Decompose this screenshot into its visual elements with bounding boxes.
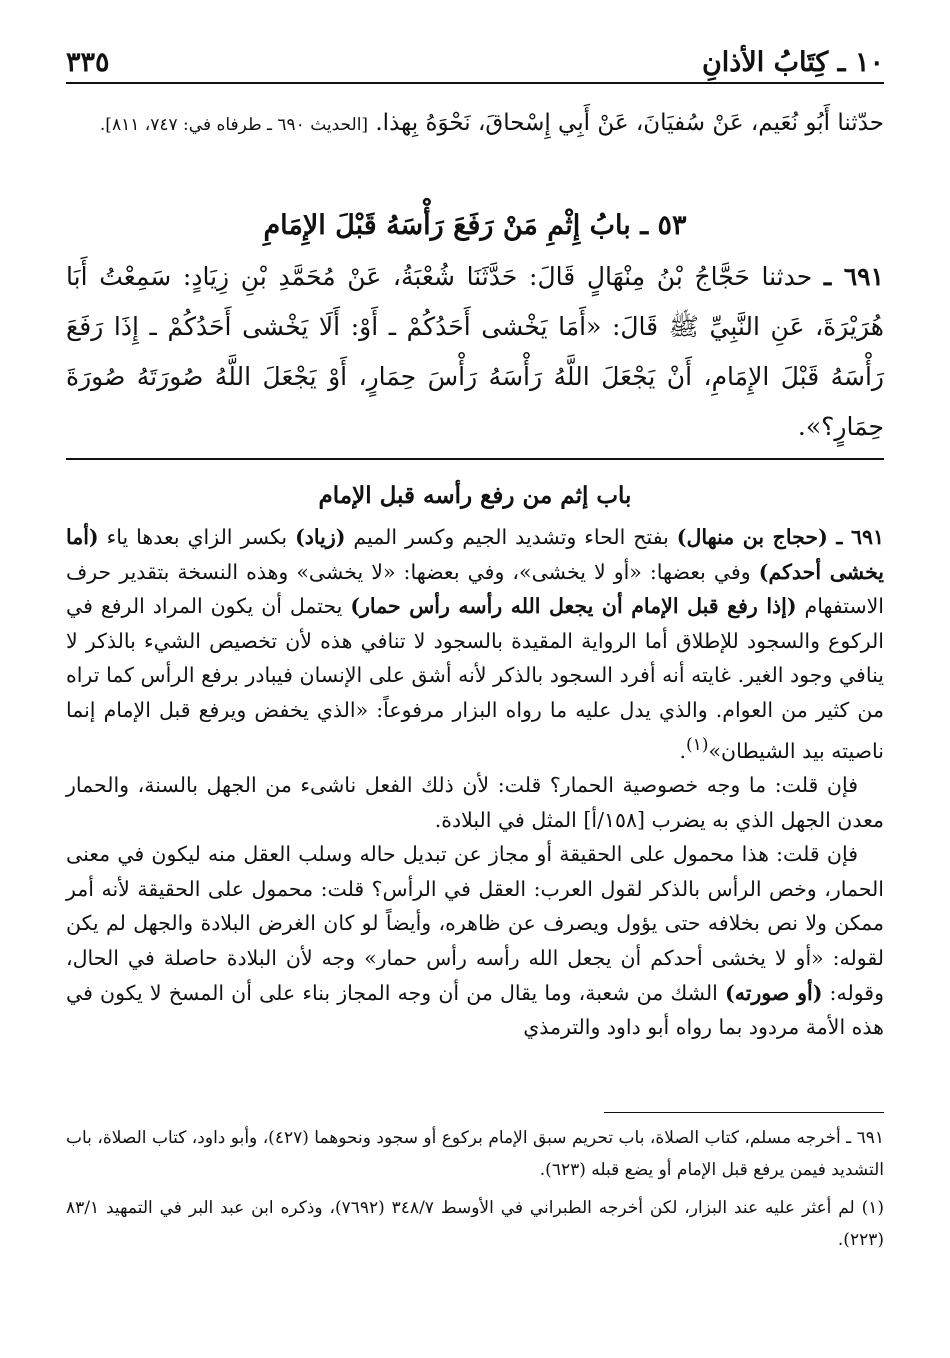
comm-p1-d: بكسر الزاي بعدها ياء bbox=[98, 525, 296, 549]
comm-p3-a: فإن قلت: هذا محمول على الحقيقة أو مجاز عن تبديل حاله وسلب العقل منه ليكون في معنى الحمار، وخص الرأس بالذكر لقول العرب: العقل في الرأس؟ قلت: محمول على الحقيقة لأنه أمر ممكن ولا نص بخلافه حتى يؤول ويصرف عن ظاهره، وأيضاً لو كان الغرض البلادة والجهل لم يكن لقوله: «أو لا يخشى أحدكم أن يجعل الله رأسه رأس حمار» وجه لأن البلادة حاصلة في الحال، وقوله: bbox=[66, 842, 884, 1005]
commentary-body bbox=[66, 520, 884, 1045]
comm-p1-c: (زياد) bbox=[295, 525, 346, 549]
commentary-paragraph-1 bbox=[66, 520, 884, 768]
commentary-paragraph-2: فإن قلت: ما وجه خصوصية الحمار؟ قلت: لأن ذلك الفعل ناشىء من الجهل بالسنة، والحمار معدن الجهل الذي به يضرب [١٥٨/أ] المثل في البلادة. bbox=[66, 772, 884, 832]
comm-p1-a: ٦٩١ ـ (حجاج بن منهال) bbox=[676, 525, 884, 549]
page-number: ٣٣٥ bbox=[66, 47, 110, 78]
commentary-paragraph-3 bbox=[66, 837, 884, 1045]
footnote-ref-1[interactable]: (١) bbox=[685, 734, 709, 755]
footnote-item: (١) لم أعثر عليه عند البزار، لكن أخرجه الطبراني في الأوسط ٣٤٨/٧ (٧٦٩٢)، وذكره ابن عبد البر في التمهيد ٨٣/١ (٢٢٣). bbox=[66, 1198, 884, 1250]
footnote-item: ٦٩١ ـ أخرجه مسلم، كتاب الصلاة، باب تحريم سبق الإمام بركوع أو سجود ونحوهما (٤٢٧)، وأبو داود، كتاب الصلاة، باب التشديد فيمن يرفع قبل الإمام أو يضع قبله (٦٢٣). bbox=[66, 1128, 884, 1180]
hadith-main bbox=[66, 252, 884, 452]
page-header bbox=[66, 30, 884, 84]
comm-p3-b: (أو صورته) bbox=[725, 980, 823, 1005]
commentary-title: باب إثم من رفع رأسه قبل الإمام bbox=[318, 482, 632, 509]
comm-p1-j: . bbox=[679, 738, 686, 763]
hadith-text: حدثنا حَجَّاجُ بْنُ مِنْهَالٍ قَالَ: حَدَّثَنَا شُعْبَةُ، عَنْ مُحَمَّدِ بْنِ زِيَادٍ: سَمِعْتُ أَبَا هُرَيْرَةَ، عَنِ النَّبِيِّ ﷺ قَالَ: «أَمَا يَخْشى أَحَدُكُمْ ـ أَوْ: أَلَا يَخْشى أَحَدُكُمْ ـ إِذَا رَفَعَ رَأْسَهُ قَبْلَ الإِمَامِ، أَنْ يَجْعَلَ اللَّهُ رَأْسَهُ رَأْسَ حِمَارٍ، أَوْ يَجْعَلَ اللَّهُ صُورَتَهُ صُورَةَ حِمَارٍ؟». bbox=[66, 262, 884, 441]
comm-p3-c: الشك من شعبة، وما يقال من أن وجه المجاز بناء على أن المسخ لا يكون في هذه الأمة مردود بما رواه أبو داود والترمذي bbox=[66, 980, 884, 1040]
hadith-number: ٦٩١ ـ bbox=[823, 262, 884, 291]
hadith-tail-text: حدّثنا أَبُو نُعَيم، عَنْ سُفيَانَ، عَنْ أَبِي إِسْحاقَ، نَحْوَهُ بِهذا. bbox=[375, 110, 884, 136]
comm-p1-e: (أما يخشى أحدكم) bbox=[66, 525, 885, 584]
footnotes bbox=[66, 1122, 884, 1262]
comm-p1-g: (إذا رفع قبل الإمام أن يجعل الله رأسه رأس حمار) bbox=[350, 594, 797, 619]
running-title: ١٠ ـ كِتَابُ الأذانِ bbox=[701, 47, 884, 78]
footnote-separator bbox=[604, 1112, 884, 1113]
comm-p1-h: يحتمل أن يكون المراد الرفع في الركوع والسجود للإطلاق أما الرواية المقيدة بالسجود لا تنافي هذه لأن تخصيص الشيء بالذكر لا ينافي وجود الغير. غايته أنه أفرد السجود بالذكر لأنه أشق على الإنسان فيبادر برفع الرأس كما تراه من كثير من العوام. والذي يدل عليه ما رواه البزار مرفوعاً: «الذي يخفض ويرفع قبل الإمام إنما ناصيته بيد الشيطان» bbox=[66, 594, 884, 763]
comm-p1-b: بفتح الحاء وتشديد الجيم وكسر الميم bbox=[345, 525, 677, 549]
hadith-tail-refs: [الحديث ٦٩٠ ـ طرفاه في: ٧٤٧، ٨١١]. bbox=[99, 115, 369, 135]
comm-p1-f: وفي بعضها: «أو لا يخشى»، وفي بعضها: «لا يخشى» وهذه النسخة بتقدير حرف الاستفهام bbox=[66, 559, 885, 619]
text-commentary-separator bbox=[66, 458, 884, 460]
previous-hadith-tail bbox=[66, 100, 884, 148]
chapter-heading: ٥٣ ـ بابُ إِثْمِ مَنْ رَفَعَ رَأْسَهُ قَبْلَ الإِمَامِ bbox=[263, 210, 687, 241]
